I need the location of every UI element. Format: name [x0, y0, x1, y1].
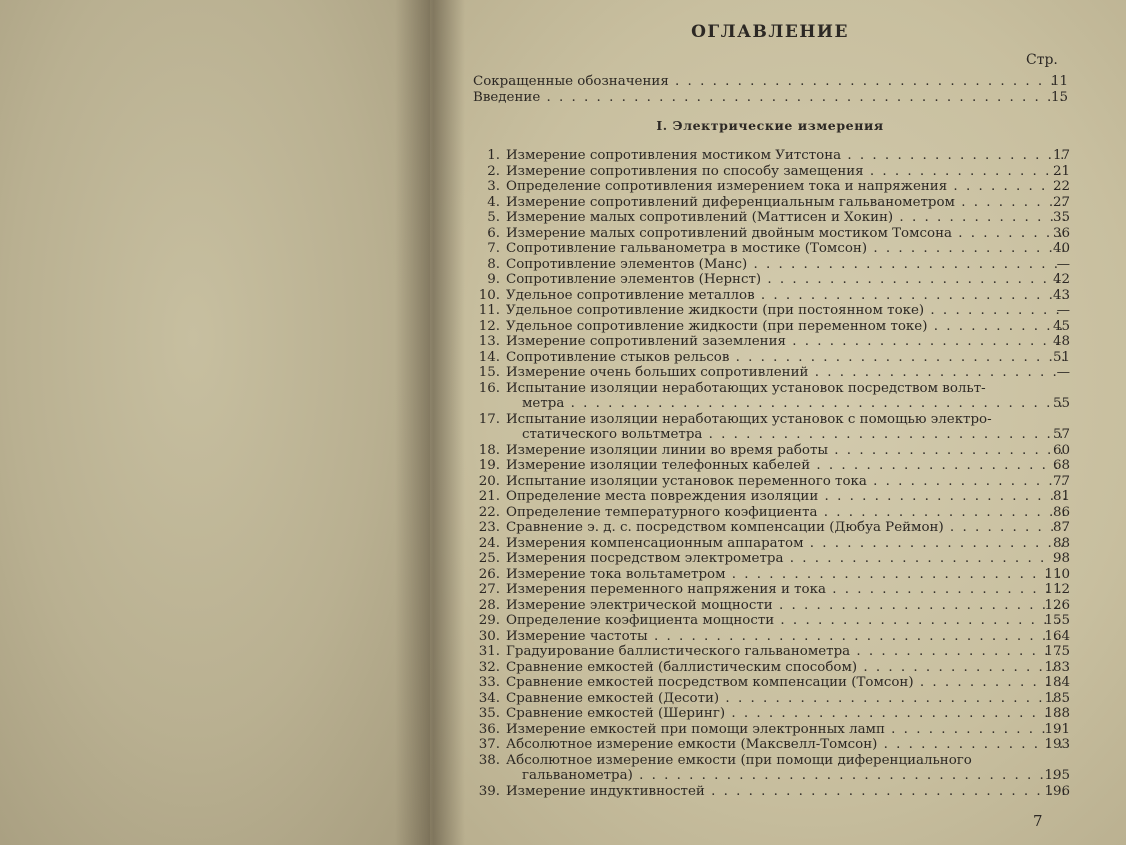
toc-entry: [460, 442, 1070, 458]
entry-page: 81: [1052, 489, 1070, 504]
entry-title: Сопротивление гальванометра в мостике (Томсон) . . .: [506, 241, 1065, 256]
entry-number: 15.: [478, 365, 500, 380]
entry-page: 195: [1044, 768, 1070, 783]
entry-title: метра . . .: [522, 396, 1065, 411]
toc-entry-continuation: [460, 768, 1070, 783]
toc-entry: [460, 551, 1070, 566]
entry-number: 26.: [478, 566, 500, 582]
entry-page: 183: [1044, 659, 1070, 675]
toc-entry: [460, 706, 1070, 721]
entry-title: Определение сопротивления измерением тока и напряжения . . .: [506, 179, 1065, 194]
entry-number: 29.: [478, 613, 500, 628]
entry-page: 17: [1052, 148, 1070, 163]
toc-entry: [460, 489, 1070, 504]
entry-title: Сокращенные обозначения . . .: [473, 74, 1063, 89]
entry-title: Градуирование баллистического гальванометра . . .: [506, 644, 1065, 659]
entry-page: 77: [1052, 473, 1070, 489]
toc-page: [430, 0, 1126, 845]
toc-entry: [460, 194, 1070, 210]
toc-entry: [460, 597, 1070, 613]
entry-page: 185: [1044, 690, 1070, 706]
toc-entry: [460, 737, 1070, 752]
entry-page: 98: [1052, 551, 1070, 566]
entry-title: Измерение сопротивлений заземления . . .: [506, 334, 1065, 349]
toc-entry: [460, 287, 1070, 303]
toc-entry: [460, 412, 1065, 427]
entry-number: 33.: [478, 675, 500, 690]
toc-entry: [460, 520, 1070, 535]
entry-page: 60: [1052, 442, 1070, 458]
entry-page: 188: [1044, 706, 1070, 721]
entry-page: 35: [1052, 210, 1070, 225]
entry-number: 6.: [487, 225, 500, 241]
entry-title: Измерение индуктивностей . . .: [506, 784, 1065, 799]
toc-entry: [460, 318, 1070, 334]
toc-entry: [460, 675, 1070, 690]
entry-title: Определение температурного коэфициента . . .: [506, 505, 1065, 520]
entry-title: Измерение электрической мощности . . .: [506, 598, 1065, 613]
toc-entry: [460, 381, 1065, 396]
entry-title: гальванометра) . . .: [522, 768, 1065, 783]
entry-title: Абсолютное измерение емкости (при помощи диференциального: [506, 752, 972, 768]
entry-page: 68: [1052, 458, 1070, 473]
entry-title: Введение . . .: [473, 90, 1063, 105]
entry-title: Измерение очень больших сопротивлений . . .: [506, 365, 1065, 380]
entry-page: 42: [1052, 272, 1070, 287]
entry-title: Сопротивление элементов (Манс) . . .: [506, 257, 1065, 272]
toc-entry: [460, 303, 1070, 318]
toc-entry: [460, 148, 1070, 163]
toc-entry: [460, 241, 1070, 256]
entry-page: 175: [1044, 644, 1070, 659]
entry-page: 196: [1044, 783, 1070, 799]
entry-title: Испытание изоляции установок переменного тока . . .: [506, 474, 1065, 489]
toc-entry: [460, 504, 1070, 520]
toc-entry: [460, 535, 1070, 551]
entry-number: 2.: [487, 163, 500, 179]
entry-number: 20.: [478, 473, 500, 489]
entry-number: 27.: [478, 582, 500, 597]
entry-number: 16.: [478, 380, 500, 396]
toc-entry: [460, 179, 1070, 194]
entry-page: 51: [1052, 349, 1070, 365]
entry-number: 18.: [478, 442, 500, 458]
front-matter-entry: [473, 90, 1068, 105]
toc-entry: [460, 365, 1070, 380]
entry-title: Испытание изоляции неработающих установок посредством вольт-: [506, 380, 986, 396]
entry-number: 19.: [478, 458, 500, 473]
entry-title: Сравнение емкостей (Шеринг) . . .: [506, 706, 1065, 721]
entry-number: 24.: [478, 535, 500, 551]
entry-number: 23.: [478, 520, 500, 535]
entry-page: 11: [1050, 74, 1068, 89]
entry-page: 22: [1052, 179, 1070, 194]
toc-entry: [460, 783, 1070, 799]
toc-entry: [460, 613, 1070, 628]
entry-number: 14.: [478, 349, 500, 365]
entry-number: 22.: [478, 504, 500, 520]
entry-title: Измерение частоты . . .: [506, 629, 1065, 644]
entry-number: 37.: [478, 737, 500, 752]
entry-number: 11.: [478, 303, 500, 318]
book-gutter: [395, 0, 465, 845]
left-blank-page: [0, 0, 430, 845]
entry-title: Измерение сопротивления мостиком Уитстона . . .: [506, 148, 1065, 163]
entry-number: 7.: [487, 241, 500, 256]
toc-entry: [460, 334, 1070, 349]
entry-number: 21.: [478, 489, 500, 504]
entry-page: 21: [1052, 163, 1070, 179]
entry-page: —: [1056, 256, 1070, 272]
entry-title: Сравнение емкостей (баллистическим способом) . . .: [506, 660, 1065, 675]
entry-page: 36: [1052, 225, 1070, 241]
entry-page: 45: [1052, 318, 1070, 334]
entry-number: 1.: [487, 148, 500, 163]
front-matter-entry: [473, 74, 1068, 89]
entry-number: 17.: [478, 411, 500, 427]
entry-page: 57: [1052, 427, 1070, 442]
entry-page: 86: [1052, 504, 1070, 520]
entry-number: 3.: [487, 179, 500, 194]
toc-entry: [460, 210, 1070, 225]
entry-page: 87: [1052, 520, 1070, 535]
entry-title: Измерение изоляции телефонных кабелей . . .: [506, 458, 1065, 473]
toc-entry: [460, 659, 1070, 675]
toc-title: ОГЛАВЛЕНИЕ: [691, 22, 849, 42]
entry-number: 10.: [478, 287, 500, 303]
entry-title: Измерения компенсационным аппаратом . . .: [506, 536, 1065, 551]
toc-entry: [460, 458, 1070, 473]
toc-entry: [460, 256, 1070, 272]
entry-title: Сопротивление элементов (Нернст) . . .: [506, 272, 1065, 287]
entry-title: Измерение емкостей при помощи электронных ламп . . .: [506, 722, 1065, 737]
entry-title: статического вольтметра . . .: [522, 427, 1065, 442]
entry-page: 126: [1044, 597, 1070, 613]
entry-number: 9.: [487, 272, 500, 287]
toc-entry: [460, 473, 1070, 489]
page-column-header: Стр.: [1026, 52, 1058, 68]
entry-page: —: [1056, 365, 1070, 380]
entry-title: Измерение сопротивления по способу замещения . . .: [506, 164, 1065, 179]
entry-page: 40: [1052, 241, 1070, 256]
toc-entry: [460, 690, 1070, 706]
section-heading: I. Электрические измерения: [656, 118, 884, 133]
toc-entry: [460, 566, 1070, 582]
entry-title: Сопротивление стыков рельсов . . .: [506, 350, 1065, 365]
entry-page: 27: [1052, 194, 1070, 210]
entry-title: Измерения посредством электрометра . . .: [506, 551, 1065, 566]
entry-title: Сравнение емкостей посредством компенсации (Томсон) . . .: [506, 675, 1065, 690]
entry-number: 36.: [478, 721, 500, 737]
toc-entry: [460, 644, 1070, 659]
toc-entry-continuation: [460, 427, 1070, 442]
entry-title: Измерение малых сопротивлений (Маттисен и Хокин) . . .: [506, 210, 1065, 225]
entry-page: 110: [1044, 566, 1070, 582]
toc-entry: [460, 225, 1070, 241]
entry-number: 34.: [478, 690, 500, 706]
entry-title: Сравнение э. д. с. посредством компенсации (Дюбуа Реймон) . . .: [506, 520, 1065, 535]
toc-entry: [460, 753, 1065, 768]
entry-page: 193: [1044, 737, 1070, 752]
entry-number: 25.: [478, 551, 500, 566]
toc-entry: [460, 272, 1070, 287]
entry-number: 39.: [478, 783, 500, 799]
entry-title: Определение места повреждения изоляции . . .: [506, 489, 1065, 504]
entry-page: 191: [1044, 721, 1070, 737]
entry-number: 13.: [478, 334, 500, 349]
entry-title: Измерение изоляции линии во время работы . . .: [506, 443, 1065, 458]
entry-number: 38.: [478, 752, 500, 768]
entry-page: 164: [1044, 628, 1070, 644]
entry-page: —: [1056, 303, 1070, 318]
entry-number: 31.: [478, 644, 500, 659]
entry-number: 12.: [478, 318, 500, 334]
entry-number: 5.: [487, 210, 500, 225]
page-number: 7: [1033, 812, 1043, 830]
entry-title: Испытание изоляции неработающих установок с помощью электро-: [506, 411, 992, 427]
entry-number: 35.: [478, 706, 500, 721]
entry-title: Измерение малых сопротивлений двойным мостиком Томсона . . .: [506, 226, 1065, 241]
entry-page: 15: [1050, 90, 1068, 105]
entry-page: 112: [1044, 582, 1070, 597]
entry-page: 48: [1052, 334, 1070, 349]
entry-page: 55: [1052, 396, 1070, 411]
entry-number: 8.: [487, 256, 500, 272]
entry-title: Измерение тока вольтаметром . . .: [506, 567, 1065, 582]
entry-number: 32.: [478, 659, 500, 675]
entry-title: Измерение сопротивлений диференциальным гальванометром . . .: [506, 195, 1065, 210]
entry-page: 184: [1044, 675, 1070, 690]
entry-title: Удельное сопротивление металлов . . .: [506, 288, 1065, 303]
entry-number: 28.: [478, 597, 500, 613]
entry-title: Удельное сопротивление жидкости (при постоянном токе) . . .: [506, 303, 1065, 318]
toc-entry: [460, 721, 1070, 737]
entry-number: 4.: [487, 194, 500, 210]
entry-title: Определение коэфициента мощности . . .: [506, 613, 1065, 628]
toc-entry-continuation: [460, 396, 1070, 411]
toc-entry: [460, 582, 1070, 597]
toc-entry: [460, 163, 1070, 179]
entry-title: Удельное сопротивление жидкости (при переменном токе) . . .: [506, 319, 1065, 334]
entry-page: 88: [1052, 535, 1070, 551]
entry-title: Абсолютное измерение емкости (Максвелл-Томсон) . . .: [506, 737, 1065, 752]
entry-title: Измерения переменного напряжения и тока . . .: [506, 582, 1065, 597]
toc-entry: [460, 628, 1070, 644]
toc-entry: [460, 349, 1070, 365]
entry-number: 30.: [478, 628, 500, 644]
entry-title: Сравнение емкостей (Десоти) . . .: [506, 691, 1065, 706]
entry-page: 43: [1052, 287, 1070, 303]
entry-page: 155: [1044, 613, 1070, 628]
